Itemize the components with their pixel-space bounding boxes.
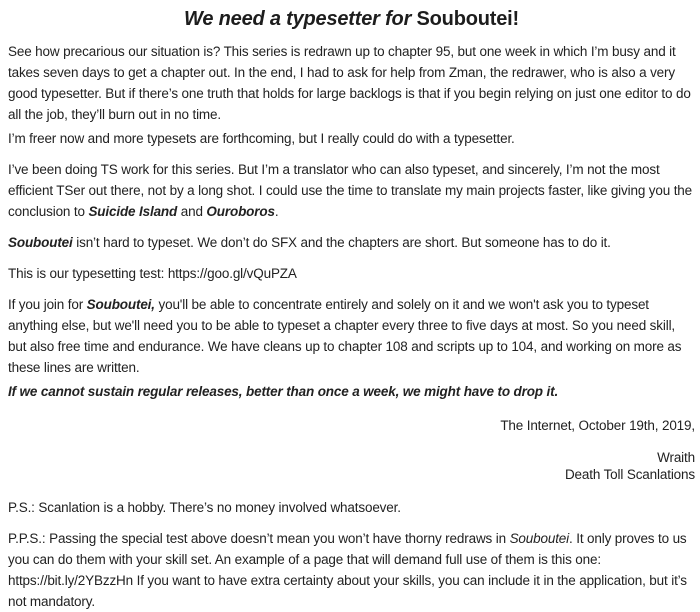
series-title-souboutei-italic: Souboutei (509, 531, 570, 546)
paragraph-freer-now: I’m freer now and more typesets are forthcoming, but I really could do with a typesetter. (8, 131, 515, 146)
series-title-ouroboros: Ouroboros (206, 204, 275, 219)
signature-block (8, 449, 695, 483)
post-postscript-text: . It only proves to us you can do them with your skill set. An example of a page that will demand full use of them is this one: (8, 531, 687, 567)
signature-name: Wraith (657, 450, 695, 465)
page-title (8, 6, 695, 32)
signature-group: Death Toll Scanlations (564, 467, 695, 482)
typesetting-test-label: This is our typesetting test: (8, 266, 168, 281)
join-conditions-text: you'll be able to concentrate entirely and solely on it and we won't ask you to typeset anything else, but we'll need you to be able to typeset a chapter every three to five days at most. So you need skill, but also free time and endurance. We have cleans up to chapter 108 and scripts up to 104, and working on more as these lines are written. (8, 297, 682, 375)
paragraph-typesetting-test (8, 263, 695, 284)
postscript: P.S.: Scanlation is a hobby. There’s no money involved whatsoever. (8, 500, 401, 515)
paragraph-ts-work (8, 159, 695, 222)
series-title-souboutei-comma: Souboutei, (86, 297, 155, 312)
paragraph-drop-warning: If we cannot sustain regular releases, better than once a week, we might have to drop it. (8, 384, 559, 399)
ts-work-text: I’ve been doing TS work for this series. But I’m a translator who can also typeset, and sincerely, I’m not the most efficient TSer out there, not by a long shot. I could use the time to translate my main projects faster, like giving you the conclusion to (8, 162, 693, 219)
ts-work-conjunction: and (177, 204, 207, 219)
title-series-name: Souboutei! (416, 8, 519, 30)
join-conditions-lead: If you join for (8, 297, 87, 312)
not-hard-text: isn’t hard to typeset. We don’t do SFX and the chapters are short. But someone has to do it. (72, 235, 611, 250)
paragraph-join-conditions (8, 294, 695, 378)
series-title-souboutei: Souboutei (8, 235, 73, 250)
post-postscript-lead: P.P.S.: Passing the special test above doesn’t mean you won’t have thorny redraws in (8, 531, 510, 546)
paragraph-not-hard (8, 232, 695, 253)
typesetting-test-url: https://goo.gl/vQuPZA (167, 266, 297, 281)
paragraph-situation: See how precarious our situation is? This series is redrawn up to chapter 95, but one week in which I’m busy and it takes seven days to get a chapter out. In the end, I had to ask for help from Zman, the redrawer, who is also a very good typesetter. But if there’s one truth that holds for large backlogs is that if you begin relying on just one editor to do all the job, they’ll burn out in no time. (8, 44, 691, 122)
post-postscript (8, 528, 695, 612)
title-lead: We need a typesetter for (184, 8, 417, 30)
series-title-suicide-island: Suicide Island (88, 204, 178, 219)
post-postscript-closing: If you want to have extra certainty about your skills, you can include it in the application, but it’s not mandatory. (8, 573, 687, 609)
redraw-example-url: https://bit.ly/2YBzzHn (8, 573, 134, 588)
dateline: The Internet, October 19th, 2019, (500, 418, 695, 433)
ts-work-period: . (274, 204, 279, 219)
